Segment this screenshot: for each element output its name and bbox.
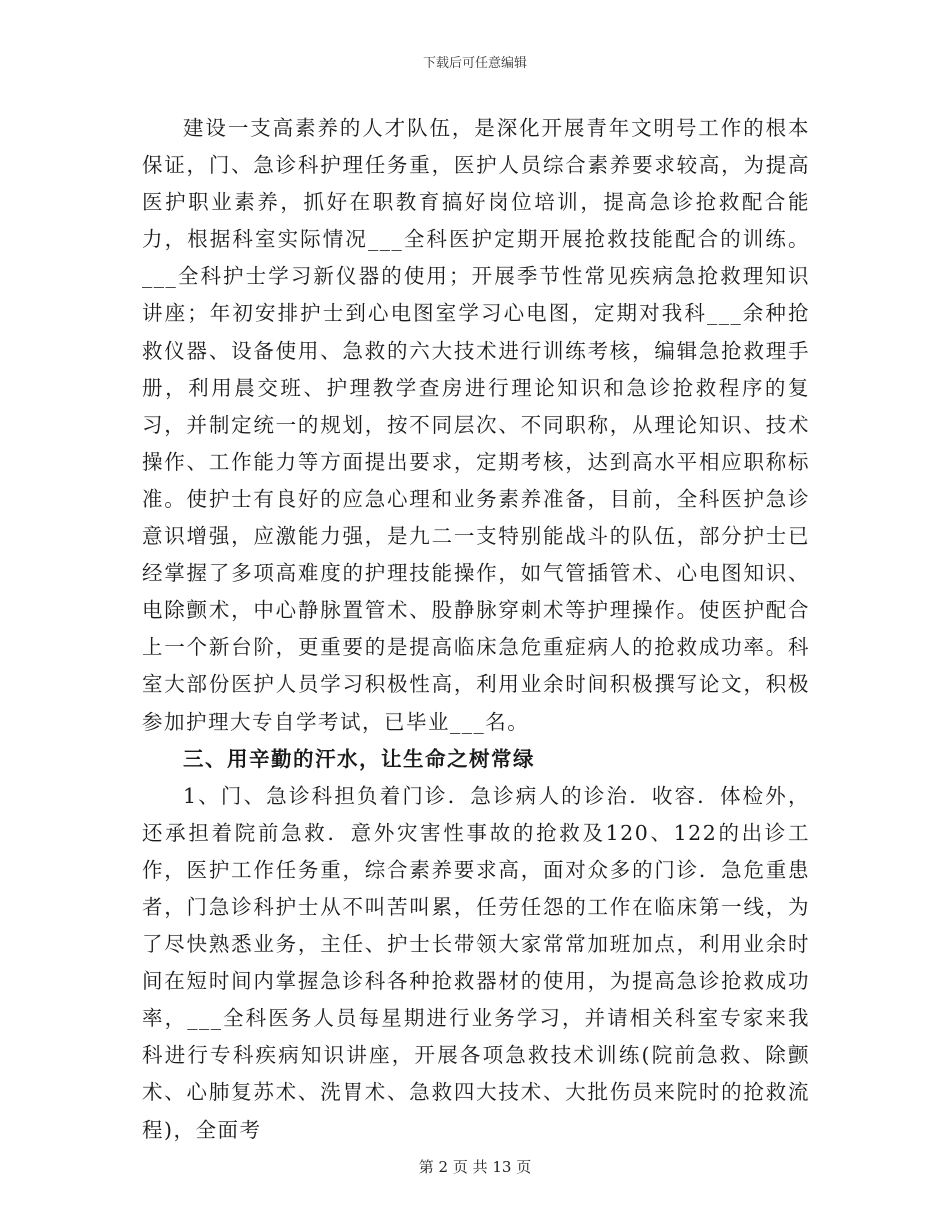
body-paragraph-1: 建设一支高素养的人才队伍，是深化开展青年文明号工作的根本保证，门、急诊科护理任务重，医护人员综合素养要求较高，为提高医护职业素养，抓好在职教育搞好岗位培训，提高急诊抢救配合能力，根据科室实际情况___全科医护定期开展抢救技能配合的训练。___全科护士学习新仪器的使用；开展季节性常见疾病急抢救理知识讲座；年初安排护士到心电图室学习心电图，定期对我科___余种抢救仪器、设备使用、急救的六大技术进行训练考核，编辑急抢救理手册，利用晨交班、护理教学查房进行理论知识和急诊抢救程序的复习，并制定统一的规划，按不同层次、不同职称，从理论知识、技术操作、工作能力等方面提出要求，定期考核，达到高水平相应职称标准。使护士有良好的应急心理和业务素养准备，目前，全科医护急诊意识增强，应激能力强，是九二一支特别能战斗的队伍，部分护士已经掌握了多项高难度的护理技能操作，如气管插管术、心电图知识、电除颤术，中心静脉置管术、股静脉穿刺术等护理操作。使医护配合上一个新台阶，更重要的是提高临床急危重症病人的抢救成功率。科室大部份医护人员学习积极性高，利用业余时间积极撰写论文，积极参加护理大专自学考试，已毕业___名。 bbox=[142, 116, 810, 734]
header-note: 下载后可任意编辑 bbox=[422, 56, 527, 71]
body-paragraph-2: 1、门、急诊科担负着门诊．急诊病人的诊治．收容．体检外，还承担着院前急救．意外灾害性事故的抢救及120、122的出诊工作，医护工作任务重，综合素养要求高，面对众多的门诊．急危重患者，门急诊科护士从不叫苦叫累，任劳任怨的工作在临床第一线，为了尽快熟悉业务，主任、护士长带领大家常常加班加点，利用业余时间在短时间内掌握急诊科各种抢救器材的使用，为提高急诊抢救成功率，___全科医务人员每星期进行业务学习，并请相关科室专家来我科进行专科疾病知识讲座，开展各项急救技术训练(院前急救、除颤术、心肺复苏术、洗胃术、急救四大技术、大批伤员来院时的抢救流程)，全面考 bbox=[142, 783, 810, 1142]
document-body bbox=[142, 110, 810, 1149]
section-heading: 三、用辛勤的汗水，让生命之树常绿 bbox=[183, 746, 535, 771]
page-number: 第 2 页 共 13 页 bbox=[418, 1158, 532, 1176]
